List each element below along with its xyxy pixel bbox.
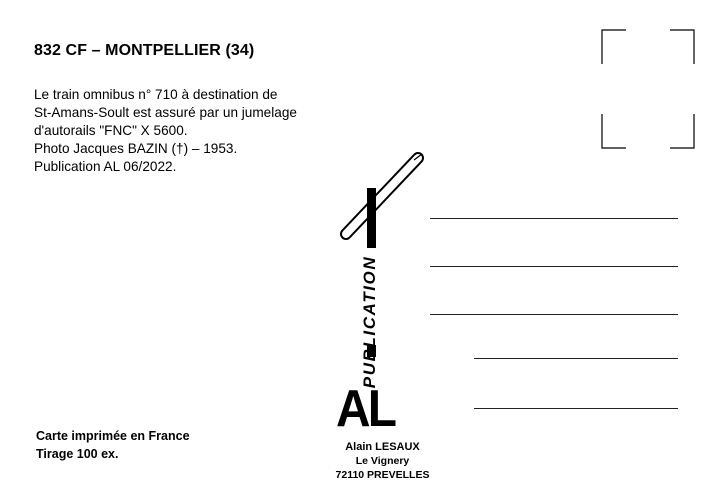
address-line-1	[430, 218, 678, 219]
stamp-placement-corners-icon	[600, 28, 696, 150]
card-caption	[34, 86, 297, 176]
caption-line: Le train omnibus n° 710 à destination de	[34, 87, 278, 102]
publisher-city: 72110 PREVELLES	[335, 469, 430, 481]
printed-in-france: Carte imprimée en France	[36, 429, 190, 443]
caption-line: St-Amans-Soult est assuré par un jumelage	[34, 105, 297, 120]
card-title: 832 CF – MONTPELLIER (34)	[34, 42, 255, 59]
address-line-3	[430, 314, 678, 315]
caption-line: Publication AL 06/2022.	[34, 159, 177, 174]
print-info	[36, 427, 190, 463]
publisher-street: Le Vignery	[355, 455, 410, 467]
al-logo-letters: AL	[336, 380, 395, 438]
caption-line: Photo Jacques BAZIN (†) – 1953.	[34, 141, 238, 156]
caption-line: d'autorails "FNC" X 5600.	[34, 123, 188, 138]
address-line-5	[474, 408, 678, 409]
stamp-placement-box	[600, 28, 696, 150]
address-line-2	[430, 266, 678, 267]
logo-vertical-bar	[367, 188, 376, 248]
pen-stroke-icon	[346, 154, 422, 234]
publisher-address	[320, 440, 445, 482]
publication-vertical-text: PUBLICATION	[360, 255, 379, 389]
address-line-4	[474, 358, 678, 359]
print-run: Tirage 100 ex.	[36, 447, 119, 461]
publisher-name: Alain LESAUX	[345, 441, 420, 453]
